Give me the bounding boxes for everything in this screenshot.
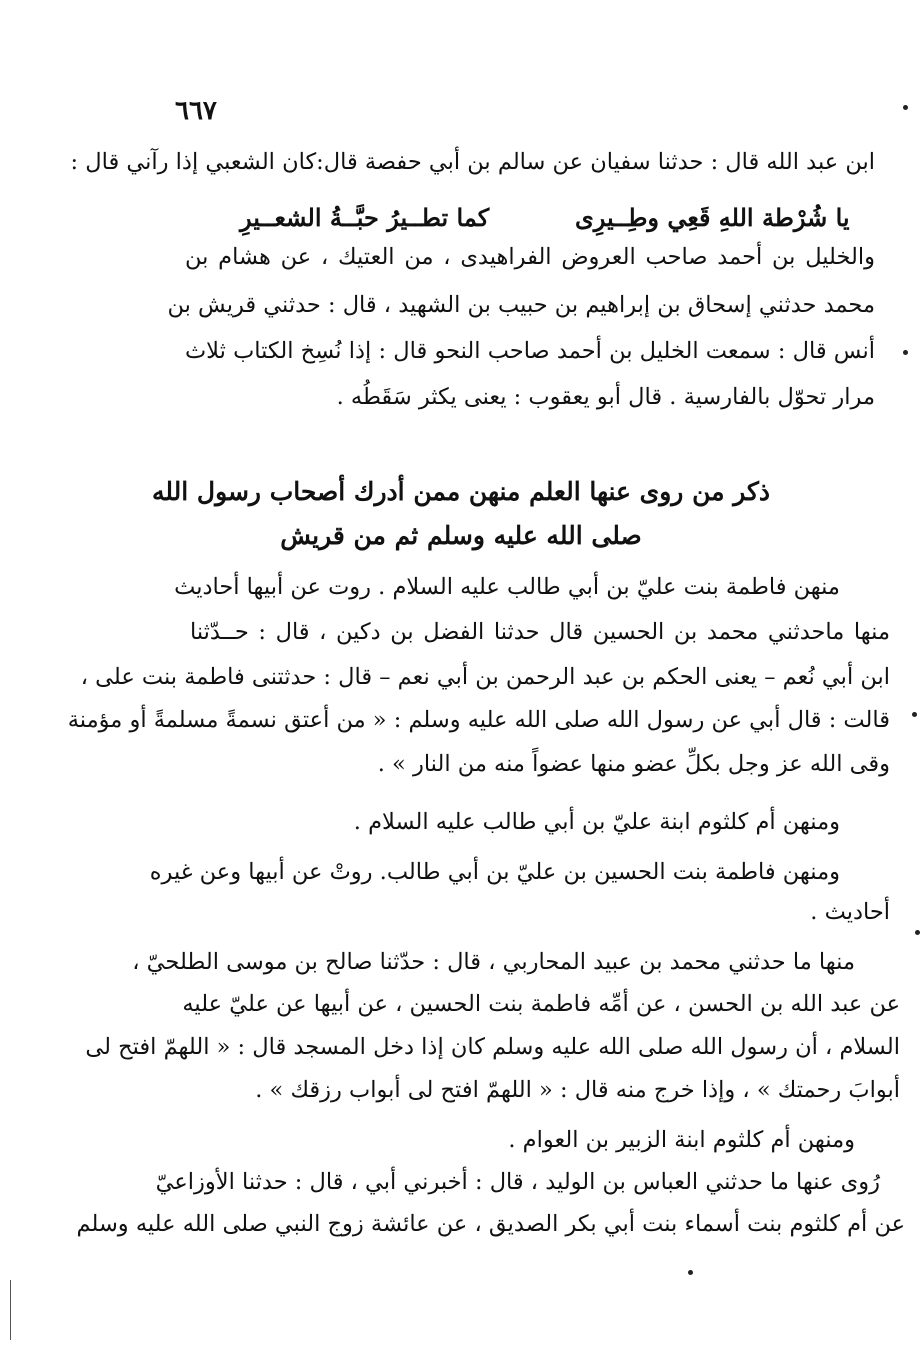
para6-line-2: عن عبد الله بن الحسن ، عن أمِّه فاطمة بنت الحسين ، عن أبيها عن عليّ عليه: [182, 991, 900, 1017]
para7-line-1: ومنهن أم كلثوم ابنة الزبير بن العوام .: [508, 1127, 855, 1153]
para2-line-3: أنس قال : سمعت الخليل بن أحمد صاحب النحو قال : إذا نُسِخ الكتاب ثلاث: [185, 338, 875, 364]
para5-line-2: أحاديث .: [810, 899, 890, 925]
para6-line-3: السلام ، أن رسول الله صلى الله عليه وسلم كان إذا دخل المسجد قال : « اللهمّ افتح لى: [85, 1034, 900, 1060]
para3-line-4: قالت : قال أبي عن رسول الله صلى الله عليه وسلم : « من أعتق نسمةً مسلمةً أو مؤمنة: [67, 707, 890, 733]
para3-line-2: منها ماحدثني محمد بن الحسين قال حدثنا الفضل بن دكين ، قال : حــدّثنا: [190, 619, 890, 645]
section-heading-line-2: صلى الله عليه وسلم ثم من قريش: [280, 521, 642, 550]
verse-right-hemistich: يا شُرْطة اللهِ قَعِي وطِــيرِى: [575, 203, 850, 232]
para3-line-1: منهن فاطمة بنت عليّ بن أبي طالب عليه السلام . روت عن أبيها أحاديث: [174, 574, 840, 600]
para4-line-1: ومنهن أم كلثوم ابنة عليّ بن أبي طالب عليه السلام .: [353, 809, 840, 835]
verse-left-hemistich: كما تطــيرُ حبَّــةُ الشعــيرِ: [240, 203, 490, 232]
para3-line-3: ابن أبي نُعم – يعنى الحكم بن عبد الرحمن بن أبي نعم – قال : حدثتنى فاطمة بنت على ،: [80, 664, 890, 690]
para1-line-1: ابن عبد الله قال : حدثنا سفيان عن سالم بن أبي حفصة قال:كان الشعبي إذا رآني قال :: [70, 149, 875, 175]
para5-line-1: ومنهن فاطمة بنت الحسين بن عليّ بن أبي طالب. روتْ عن أبيها وعن غيره: [149, 859, 840, 885]
para8-line-1: رُوى عنها ما حدثني العباس بن الوليد ، قال : أخبرني أبي ، قال : حدثنا الأوزاعيّ: [155, 1169, 880, 1195]
para6-line-4: أبوابَ رحمتك » ، وإذا خرج منه قال : « اللهمّ افتح لى أبواب رزقك » .: [255, 1077, 900, 1103]
para2-line-2: محمد حدثني إسحاق بن إبراهيم بن حبيب بن الشهيد ، قال : حدثني قريش بن: [167, 292, 875, 318]
para2-line-1: والخليل بن أحمد صاحب العروض الفراهيدى ، من العتيك ، عن هشام بن: [185, 244, 875, 270]
page-number: ٦٦٧: [175, 96, 217, 126]
section-heading-line-1: ذكر من روى عنها العلم منهن ممن أدرك أصحاب رسول الله: [151, 477, 771, 506]
scan-speck: [903, 350, 908, 355]
scan-speck: [903, 105, 908, 110]
scan-speck: [688, 1270, 693, 1275]
scan-edge-line: [10, 1280, 11, 1340]
para6-line-1: منها ما حدثني محمد بن عبيد المحاربي ، قال : حدّثنا صالح بن موسى الطلحيّ ،: [132, 949, 855, 975]
scan-speck: [915, 930, 920, 935]
para2-line-4: مرار تحوّل بالفارسية . قال أبو يعقوب : يعنى يكثر سَقَطُه .: [336, 384, 875, 410]
para3-line-5: وقى الله عز وجل بكلِّ عضو منها عضواً منه من النار » .: [377, 751, 890, 777]
para8-line-2: عن أم كلثوم بنت أسماء بنت أبي بكر الصديق ، عن عائشة زوج النبي صلى الله عليه وسلم: [76, 1211, 905, 1237]
scan-speck: [912, 712, 917, 717]
